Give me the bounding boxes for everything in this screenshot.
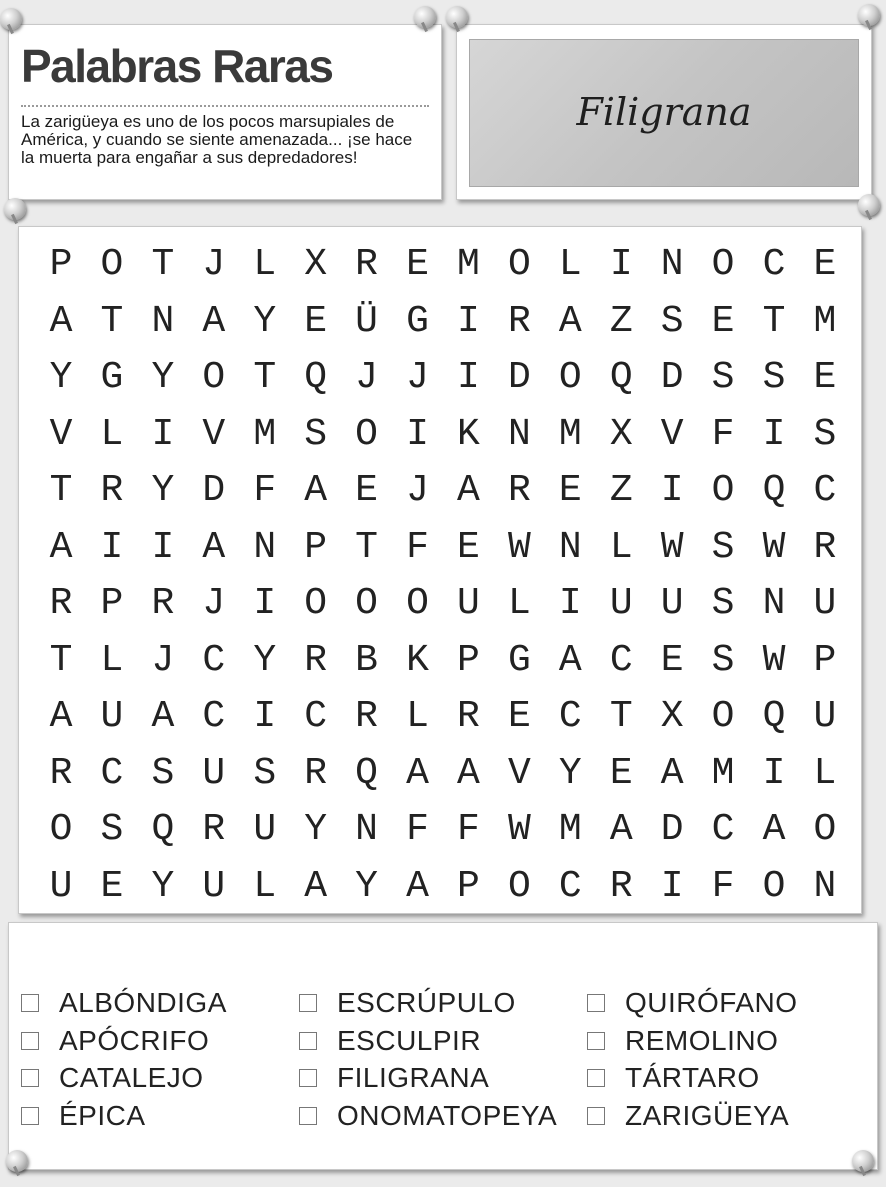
grid-letter[interactable]: U	[49, 864, 73, 908]
featured-image	[469, 39, 859, 187]
word-list-item[interactable]	[587, 985, 798, 1021]
grid-letter[interactable]: F	[253, 469, 277, 512]
grid-letter[interactable]: G	[100, 356, 124, 399]
grid-letter[interactable]: E	[711, 299, 735, 343]
grid-letter[interactable]: T	[49, 638, 73, 682]
grid-letter[interactable]: L	[100, 412, 124, 456]
grid-letter[interactable]: C	[304, 695, 328, 738]
grid-letter[interactable]: R	[304, 751, 328, 795]
grid-letter[interactable]: L	[813, 751, 837, 795]
grid-letter[interactable]: R	[507, 469, 531, 512]
grid-letter[interactable]: N	[253, 525, 277, 569]
grid-letter[interactable]: C	[202, 695, 226, 738]
word-list-item[interactable]	[21, 1098, 146, 1134]
dotted-divider	[21, 105, 429, 107]
word-list-item[interactable]	[587, 1098, 789, 1134]
grid-letter[interactable]: U	[813, 695, 837, 738]
grid-letter[interactable]: O	[813, 808, 837, 851]
grid-letter[interactable]: V	[49, 412, 73, 456]
grid-letter[interactable]: D	[660, 808, 684, 851]
grid-letter[interactable]: D	[202, 469, 226, 512]
grid-letter[interactable]: O	[711, 243, 735, 286]
grid-letter[interactable]: E	[355, 469, 378, 512]
grid-letter[interactable]: Y	[151, 356, 175, 399]
grid-letter[interactable]: P	[100, 582, 124, 625]
grid-letter[interactable]: Q	[762, 695, 786, 738]
grid-letter[interactable]: A	[406, 864, 429, 908]
grid-letter[interactable]: L	[253, 864, 277, 908]
word-list-item[interactable]	[21, 985, 227, 1021]
grid-letter[interactable]: R	[304, 638, 328, 682]
grid-letter[interactable]: S	[813, 412, 837, 456]
word-search-grid	[18, 226, 862, 914]
grid-letter[interactable]: M	[813, 299, 837, 343]
grid-letter[interactable]: C	[711, 808, 735, 851]
grid-letter[interactable]: N	[151, 299, 175, 343]
grid-letter[interactable]: A	[457, 751, 480, 795]
grid-letter[interactable]: A	[49, 299, 73, 343]
grid-letter[interactable]: I	[660, 469, 684, 512]
word-list-item[interactable]	[21, 1023, 209, 1059]
grid-letter[interactable]: K	[406, 638, 429, 682]
grid-letter[interactable]: Y	[253, 638, 277, 682]
word-list-item[interactable]	[587, 1023, 778, 1059]
grid-letter[interactable]: S	[304, 412, 328, 456]
grid-letter[interactable]: O	[762, 864, 786, 908]
grid-letter[interactable]: R	[100, 469, 124, 512]
word-list-item[interactable]	[299, 1060, 489, 1096]
word-checkbox[interactable]	[587, 1069, 605, 1087]
grid-letter[interactable]: T	[49, 469, 73, 512]
word-label: ALBÓNDIGA	[59, 987, 227, 1018]
word-label: ZARIGÜEYA	[625, 1099, 790, 1131]
grid-letter[interactable]: S	[151, 751, 175, 795]
grid-letter[interactable]: J	[355, 356, 378, 399]
grid-letter[interactable]: M	[558, 808, 582, 851]
grid-letter[interactable]: O	[100, 243, 124, 286]
grid-letter[interactable]: S	[253, 751, 277, 795]
grid-letter[interactable]: U	[202, 864, 226, 908]
grid-letter[interactable]: U	[202, 751, 226, 795]
grid-letter[interactable]: U	[457, 582, 480, 625]
fact-text: La zarigüeya es uno de los pocos marsupiales de América, y cuando se siente amenazada... ¡se hace la muerta para engañar a sus depredadores!	[21, 112, 413, 167]
grid-letter[interactable]: R	[457, 695, 480, 738]
grid-letter[interactable]: Y	[558, 751, 582, 795]
grid-letter[interactable]: A	[660, 751, 684, 795]
grid-letter[interactable]: I	[660, 864, 684, 908]
grid-letter[interactable]: I	[253, 695, 277, 738]
grid-letter[interactable]: E	[813, 356, 837, 399]
grid-letter[interactable]: I	[457, 356, 480, 399]
grid-letter[interactable]: Y	[151, 864, 175, 908]
grid-letter[interactable]: T	[609, 695, 633, 738]
grid-letter[interactable]: U	[100, 695, 124, 738]
grid-letter[interactable]: T	[355, 525, 378, 569]
grid-letter[interactable]: C	[100, 751, 124, 795]
grid-letter[interactable]: D	[660, 356, 684, 399]
grid-letter[interactable]: S	[711, 582, 735, 625]
title-panel	[8, 24, 442, 200]
word-label: ESCRÚPULO	[337, 987, 516, 1018]
grid-letter[interactable]: Y	[151, 469, 175, 512]
word-checkbox[interactable]	[299, 1069, 317, 1087]
grid-letter[interactable]: E	[813, 243, 837, 286]
featured-image-panel	[456, 24, 872, 200]
grid-letter[interactable]: U	[253, 808, 277, 851]
grid-letter[interactable]: A	[609, 808, 633, 851]
grid-letter[interactable]: O	[558, 356, 582, 399]
grid-letter[interactable]: V	[507, 751, 531, 795]
grid-letter[interactable]: Y	[49, 356, 73, 399]
grid-letter[interactable]: A	[558, 299, 582, 343]
word-label: ÉPICA	[59, 1099, 146, 1131]
grid-letter[interactable]: M	[558, 412, 582, 456]
grid-letter[interactable]: C	[202, 638, 226, 682]
grid-letter[interactable]: J	[406, 469, 429, 512]
grid-letter[interactable]: I	[558, 582, 582, 625]
grid-letter[interactable]: R	[202, 808, 226, 851]
grid-letter[interactable]: A	[304, 469, 328, 512]
pushpin-icon	[414, 6, 436, 28]
grid-letter[interactable]: W	[507, 525, 531, 569]
pushpin-icon	[858, 194, 880, 216]
grid-letter[interactable]: Q	[609, 356, 633, 399]
word-list-item[interactable]	[21, 1060, 204, 1096]
grid-letter[interactable]: I	[253, 582, 277, 625]
grid-letter[interactable]: R	[49, 582, 73, 625]
grid-letter[interactable]: R	[49, 751, 73, 795]
grid-letter[interactable]: O	[711, 469, 735, 512]
grid-letter[interactable]: Y	[355, 864, 378, 908]
grid-letter[interactable]: V	[202, 412, 226, 456]
grid-letter[interactable]: J	[406, 356, 429, 399]
featured-word: Filigrana	[576, 90, 752, 134]
grid-letter[interactable]: O	[406, 582, 429, 625]
grid-letter[interactable]: I	[151, 525, 175, 569]
grid-letter[interactable]: W	[507, 808, 531, 851]
grid-letter[interactable]: E	[507, 695, 531, 738]
grid-letter[interactable]: P	[813, 638, 837, 682]
pushpin-icon	[6, 1150, 28, 1172]
pushpin-icon	[0, 8, 22, 30]
grid-letter[interactable]: Q	[304, 356, 328, 399]
grid-letter[interactable]: I	[609, 243, 633, 286]
grid-letter[interactable]: R	[507, 299, 531, 343]
grid-letter[interactable]: P	[304, 525, 328, 569]
grid-letter[interactable]: R	[151, 582, 175, 625]
grid-letter[interactable]: R	[355, 243, 378, 286]
grid-letter[interactable]: C	[762, 243, 786, 286]
grid-letter[interactable]: X	[660, 695, 684, 738]
grid-letter[interactable]: P	[49, 243, 73, 286]
grid-letter[interactable]: Q	[151, 808, 175, 851]
grid-letter[interactable]: W	[762, 638, 786, 682]
grid-letter[interactable]: T	[151, 243, 175, 286]
grid-letter[interactable]: S	[711, 525, 735, 569]
grid-letter[interactable]: N	[558, 525, 582, 569]
grid-letter[interactable]: I	[100, 525, 124, 569]
grid-letter[interactable]: F	[406, 525, 429, 569]
grid-letter[interactable]: P	[457, 638, 480, 682]
grid-letter[interactable]: E	[406, 243, 429, 286]
grid-letter[interactable]: N	[355, 808, 378, 851]
grid-letter[interactable]: I	[457, 299, 480, 343]
grid-letter[interactable]: C	[813, 469, 837, 512]
grid-letter[interactable]: E	[609, 751, 633, 795]
grid-letter[interactable]: N	[813, 864, 837, 908]
pushpin-icon	[4, 198, 26, 220]
grid-letter[interactable]: A	[558, 638, 582, 682]
word-list-item[interactable]	[299, 1098, 557, 1134]
grid-letter[interactable]: U	[660, 582, 684, 625]
grid-letter[interactable]: G	[507, 638, 531, 682]
grid-letter[interactable]: R	[355, 695, 378, 738]
grid-letter[interactable]: T	[762, 299, 786, 343]
page-title: Palabras Raras	[21, 40, 333, 92]
grid-letter[interactable]: L	[406, 695, 429, 738]
grid-letter[interactable]: J	[151, 638, 175, 682]
grid-letter[interactable]: R	[609, 864, 633, 908]
grid-letter[interactable]: Z	[609, 469, 633, 512]
word-label: TÁRTARO	[625, 1062, 760, 1093]
grid-letter[interactable]: C	[609, 638, 633, 682]
word-label: ESCULPIR	[337, 1024, 482, 1056]
grid-letter[interactable]: D	[507, 356, 531, 399]
word-label: APÓCRIFO	[59, 1024, 210, 1056]
grid-letter[interactable]: A	[49, 525, 73, 569]
grid-letter[interactable]: G	[406, 299, 429, 343]
grid-letter[interactable]: A	[49, 695, 73, 738]
grid-letter[interactable]: N	[507, 412, 531, 456]
grid-letter[interactable]: O	[49, 808, 73, 851]
grid-letter[interactable]: O	[202, 356, 226, 399]
grid-letter[interactable]: F	[406, 808, 429, 851]
word-checkbox[interactable]	[21, 1032, 39, 1050]
word-label: FILIGRANA	[337, 1062, 490, 1093]
grid-letter[interactable]: T	[100, 299, 124, 343]
grid-letter[interactable]: A	[762, 808, 786, 851]
word-checkbox[interactable]	[587, 994, 605, 1012]
grid-letter[interactable]: L	[100, 638, 124, 682]
grid-letter[interactable]: I	[406, 412, 429, 456]
grid-letter[interactable]: P	[457, 864, 480, 908]
grid-letter[interactable]: E	[457, 525, 480, 569]
grid-letter[interactable]: Q	[355, 751, 378, 795]
grid-letter[interactable]: B	[355, 638, 378, 682]
grid-letter[interactable]: W	[660, 525, 684, 569]
grid-letter[interactable]: F	[711, 412, 735, 456]
grid-letter[interactable]: M	[711, 751, 735, 795]
grid-letter[interactable]: U	[813, 582, 837, 625]
grid-letter[interactable]: L	[507, 582, 531, 625]
grid-letter[interactable]: Ü	[355, 299, 378, 343]
grid-letter[interactable]: J	[202, 582, 226, 625]
grid-letter[interactable]: Z	[609, 299, 633, 343]
pushpin-icon	[852, 1150, 874, 1172]
word-checkbox[interactable]	[587, 1107, 605, 1125]
word-checkbox[interactable]	[21, 1107, 39, 1125]
grid-letter[interactable]: L	[609, 525, 633, 569]
word-label: ONOMATOPEYA	[337, 1099, 558, 1131]
grid-letter[interactable]: R	[813, 525, 837, 569]
grid-letter[interactable]: A	[304, 864, 328, 908]
grid-letter[interactable]: A	[202, 299, 226, 343]
grid-letter[interactable]: T	[253, 356, 277, 399]
grid-letter[interactable]: S	[762, 356, 786, 399]
grid-letter[interactable]: A	[457, 469, 480, 512]
grid-letter[interactable]: S	[711, 638, 735, 682]
grid-letter[interactable]: O	[507, 864, 531, 908]
grid-letter[interactable]: Q	[762, 469, 786, 512]
grid-letter[interactable]: E	[304, 299, 328, 343]
word-label: QUIRÓFANO	[625, 987, 798, 1018]
grid-letter[interactable]: E	[558, 469, 582, 512]
grid-letter[interactable]: N	[660, 243, 684, 286]
grid-letter[interactable]: E	[660, 638, 684, 682]
word-checkbox[interactable]	[21, 1069, 39, 1087]
grid-letter[interactable]: V	[660, 412, 684, 456]
grid-letter[interactable]: L	[558, 243, 582, 286]
grid-letter[interactable]: S	[711, 356, 735, 399]
word-checkbox[interactable]	[299, 1032, 317, 1050]
grid-letter[interactable]: O	[711, 695, 735, 738]
grid-letter[interactable]: M	[253, 412, 277, 456]
grid-letter[interactable]: X	[304, 243, 328, 286]
word-checkbox[interactable]	[21, 994, 39, 1012]
grid-letter[interactable]: O	[355, 582, 378, 625]
grid-letter[interactable]: U	[609, 582, 633, 625]
grid-letter[interactable]: I	[762, 412, 786, 456]
word-label: REMOLINO	[625, 1024, 779, 1056]
word-list-item[interactable]	[299, 1023, 481, 1059]
grid-letter[interactable]: F	[711, 864, 735, 908]
word-label: CATALEJO	[59, 1062, 204, 1093]
grid-letter[interactable]: E	[100, 864, 124, 908]
grid-letter[interactable]: A	[406, 751, 429, 795]
grid-letter[interactable]: I	[762, 751, 786, 795]
grid-letter[interactable]: N	[762, 582, 786, 625]
word-list-item[interactable]	[587, 1060, 760, 1096]
grid-letter[interactable]: W	[762, 525, 786, 569]
grid-letter[interactable]: X	[609, 412, 633, 456]
grid-letter[interactable]: C	[558, 695, 582, 738]
grid-letter[interactable]: Y	[253, 299, 277, 343]
pushpin-icon	[858, 4, 880, 26]
grid-letter[interactable]: A	[202, 525, 226, 569]
grid-letter[interactable]: O	[304, 582, 328, 625]
grid-letter[interactable]: S	[660, 299, 684, 343]
grid-letter[interactable]: S	[100, 808, 124, 851]
pushpin-icon	[446, 6, 468, 28]
word-checkbox[interactable]	[299, 1107, 317, 1125]
grid-letter[interactable]: Y	[304, 808, 328, 851]
grid-letter[interactable]: I	[151, 412, 175, 456]
word-checkbox[interactable]	[587, 1032, 605, 1050]
grid-letter[interactable]: O	[355, 412, 378, 456]
grid-letter[interactable]: J	[202, 243, 226, 286]
grid-letter[interactable]: L	[253, 243, 277, 286]
grid-letter[interactable]: A	[151, 695, 175, 738]
grid-letter[interactable]: F	[457, 808, 480, 851]
word-list-panel	[8, 922, 878, 1170]
word-checkbox[interactable]	[299, 994, 317, 1012]
grid-letter[interactable]: M	[457, 243, 480, 286]
grid-letter[interactable]: O	[507, 243, 531, 286]
word-list-item[interactable]	[299, 985, 516, 1021]
grid-letter[interactable]: C	[558, 864, 582, 908]
grid-letter[interactable]: K	[457, 412, 480, 456]
